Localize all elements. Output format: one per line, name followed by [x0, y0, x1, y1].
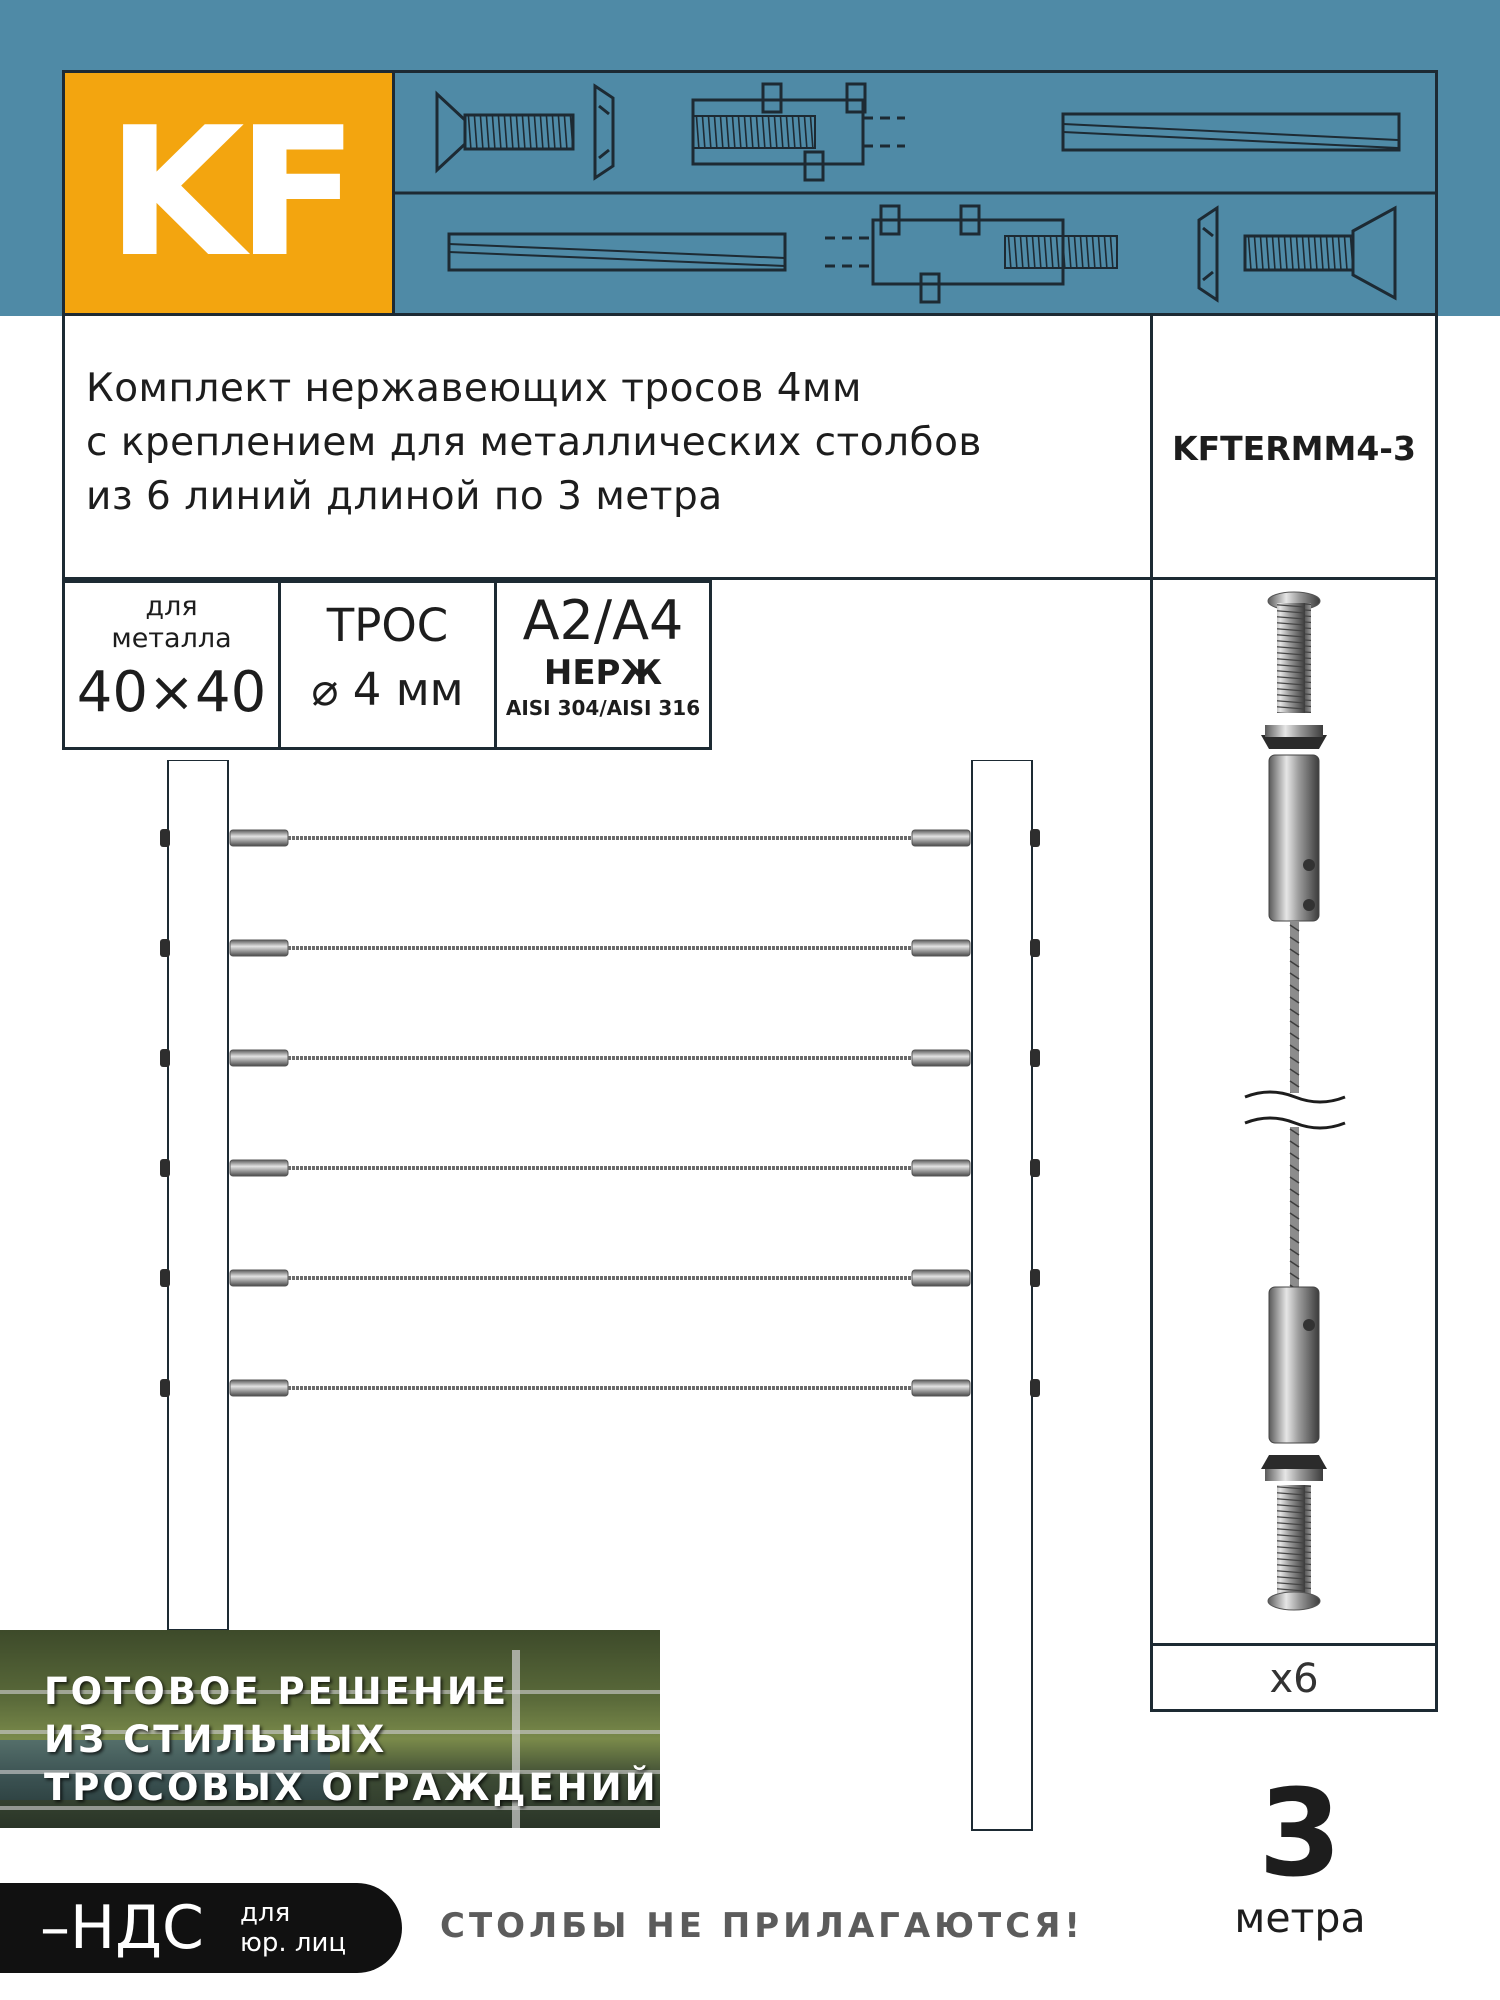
- product-title: [86, 362, 1136, 524]
- fence-cables: [160, 829, 1040, 1397]
- fence-terminal-right: [912, 1270, 970, 1286]
- fence-terminal-left: [230, 1050, 288, 1066]
- banner-line: ТРОСОВЫХ ОГРАЖДЕНИЙ: [44, 1766, 659, 1809]
- fence-bolt-right: [1030, 829, 1040, 847]
- banner-line: ИЗ СТИЛЬНЫХ: [44, 1718, 388, 1761]
- hardware-diagram: [395, 70, 1438, 316]
- fence-bolt-right: [1030, 1159, 1040, 1177]
- washer-drawing-top: [595, 86, 613, 178]
- fence-terminal-left: [230, 830, 288, 846]
- fence-bolt-right: [1030, 1379, 1040, 1397]
- vat-sublabel: [240, 1898, 346, 1958]
- kit-screw-bottom: [1268, 1485, 1320, 1610]
- banner-text: [44, 1668, 659, 1812]
- product-sku: KFTERMM4-3: [1172, 428, 1416, 468]
- fence-bolt-left: [160, 1049, 170, 1067]
- screw-drawing-bottom: [1245, 208, 1395, 298]
- kit-washer-bottom: [1261, 1455, 1327, 1481]
- washer-drawing-bottom: [1199, 208, 1217, 300]
- fence-terminal-right: [912, 1050, 970, 1066]
- spec-post-label-2: металла: [111, 623, 232, 654]
- fence-bolt-left: [160, 1159, 170, 1177]
- post-right: [972, 760, 1032, 1830]
- fence-terminal-left: [230, 1380, 288, 1396]
- spec-material-label: НЕРЖ: [543, 653, 663, 693]
- screw-drawing-top: [437, 94, 573, 170]
- title-line: Комплект нержавеющих тросов 4мм: [86, 366, 862, 411]
- spec-material: [494, 580, 712, 750]
- fence-bolt-right: [1030, 939, 1040, 957]
- banner-line: ГОТОВОЕ РЕШЕНИЕ: [44, 1670, 510, 1713]
- fence-bolt-right: [1030, 1049, 1040, 1067]
- cable-drawing-top: [1063, 114, 1399, 150]
- title-line: с креплением для металлических столбов: [86, 420, 982, 465]
- spec-post-size: [62, 580, 281, 750]
- spec-cable: [278, 580, 497, 750]
- promo-banner: [0, 1630, 660, 1828]
- fence-terminal-right: [912, 940, 970, 956]
- cable-drawing-bottom: [449, 234, 785, 270]
- length-unit: метра: [1234, 1894, 1366, 1942]
- vat-sub-line: юр. лиц: [240, 1928, 347, 1958]
- kit-fitting-top: [1269, 755, 1319, 921]
- spec-cable-value: ⌀ 4 мм: [311, 663, 464, 716]
- spec-post-label: для: [145, 591, 198, 622]
- fence-terminal-right: [912, 830, 970, 846]
- fitting-drawing-bottom: [825, 206, 1117, 302]
- kit-screw-top: [1268, 592, 1320, 713]
- fence-terminal-right: [912, 1160, 970, 1176]
- spec-material-grade: A2/A4: [522, 589, 684, 652]
- kit-quantity: x6: [1269, 1656, 1319, 1702]
- spec-cable-label: ТРОС: [326, 599, 449, 652]
- fence-bolt-left: [160, 829, 170, 847]
- kit-illustration: [1153, 585, 1435, 1637]
- fitting-drawing-top: [693, 84, 905, 180]
- fence-bolt-left: [160, 1379, 170, 1397]
- fence-bolt-left: [160, 1269, 170, 1287]
- kit-washer-top: [1261, 725, 1327, 749]
- spec-post-value: 40×40: [76, 660, 267, 725]
- vat-sub-line: для: [240, 1898, 291, 1928]
- vat-label: –НДС: [40, 1893, 204, 1963]
- spec-material-standard: AISI 304/AISI 316: [505, 696, 701, 720]
- fence-terminal-right: [912, 1380, 970, 1396]
- fence-bolt-left: [160, 939, 170, 957]
- kit-fitting-bottom: [1269, 1287, 1319, 1443]
- title-line: из 6 линий длиной по 3 метра: [86, 474, 723, 519]
- fence-bolt-right: [1030, 1269, 1040, 1287]
- length-value: 3: [1258, 1765, 1342, 1904]
- kit-break-mark: [1243, 1092, 1345, 1128]
- fence-terminal-left: [230, 940, 288, 956]
- fence-terminal-left: [230, 1160, 288, 1176]
- post-left: [168, 760, 228, 1630]
- posts-not-included-notice: СТОЛБЫ НЕ ПРИЛАГАЮТСЯ!: [440, 1906, 1084, 1946]
- fence-terminal-left: [230, 1270, 288, 1286]
- logo-text: KF: [106, 89, 351, 296]
